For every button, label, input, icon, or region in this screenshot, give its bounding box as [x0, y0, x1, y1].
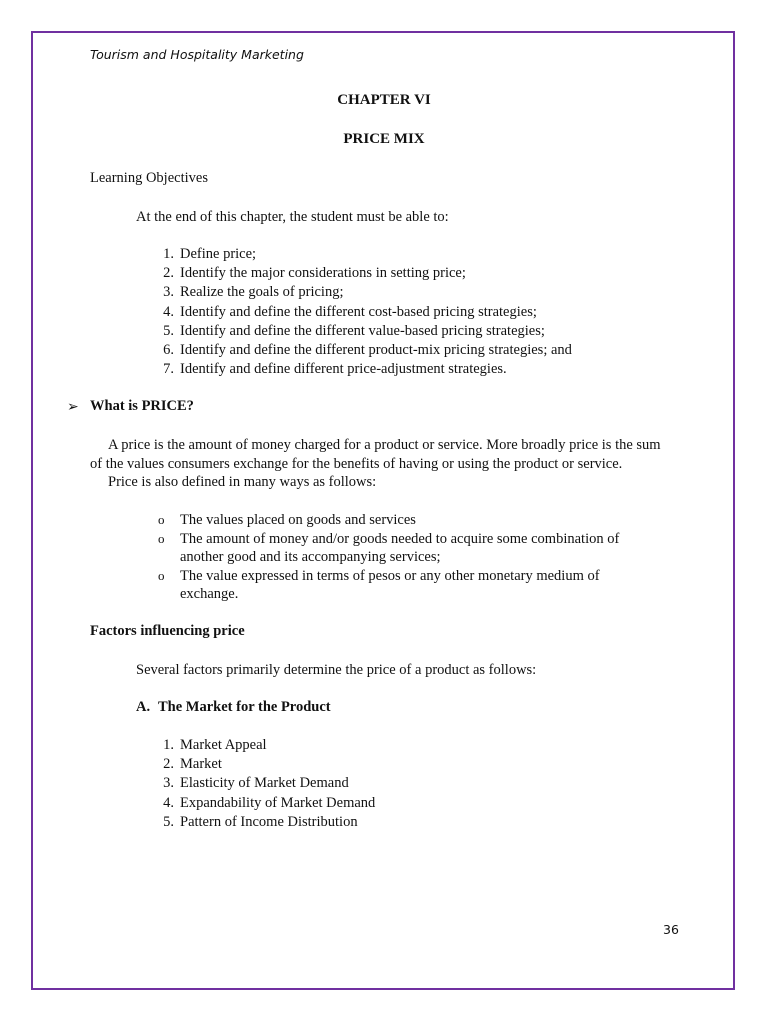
- page-number: 36: [663, 922, 679, 937]
- running-header: Tourism and Hospitality Marketing: [90, 47, 304, 62]
- list-item: o The values placed on goods and services: [158, 512, 416, 528]
- chapter-label: CHAPTER VI: [337, 92, 431, 108]
- price-para-2: Price is also defined in many ways as follows:: [108, 474, 377, 490]
- factors-intro: Several factors primarily determine the price of a product as follows:: [136, 662, 537, 678]
- price-definitions-list: [158, 511, 658, 604]
- chapter-title: PRICE MIX: [343, 131, 425, 147]
- section-heading-price: What is PRICE?: [90, 398, 194, 414]
- list-item: o The amount of money and/or goods needed to acquire some combination of another good and its accompanying services;: [158, 530, 620, 565]
- arrow-bullet-icon: ➢: [67, 400, 79, 415]
- objectives-intro: At the end of this chapter, the student must be able to:: [136, 209, 449, 225]
- subsection-label: A.: [136, 699, 151, 715]
- list-item: o The value expressed in terms of pesos or any other monetary medium of exchange.: [158, 567, 600, 602]
- price-para-line-1: A price is the amount of money charged for a product or service. More broadly price is the sum: [108, 437, 661, 453]
- factors-heading: Factors influencing price: [90, 623, 245, 639]
- price-para-line-2: of the values consumers exchange for the benefits of having or using the product or service.: [90, 456, 623, 472]
- objectives-heading: Learning Objectives: [90, 170, 208, 186]
- subsection-title: The Market for the Product: [158, 699, 331, 715]
